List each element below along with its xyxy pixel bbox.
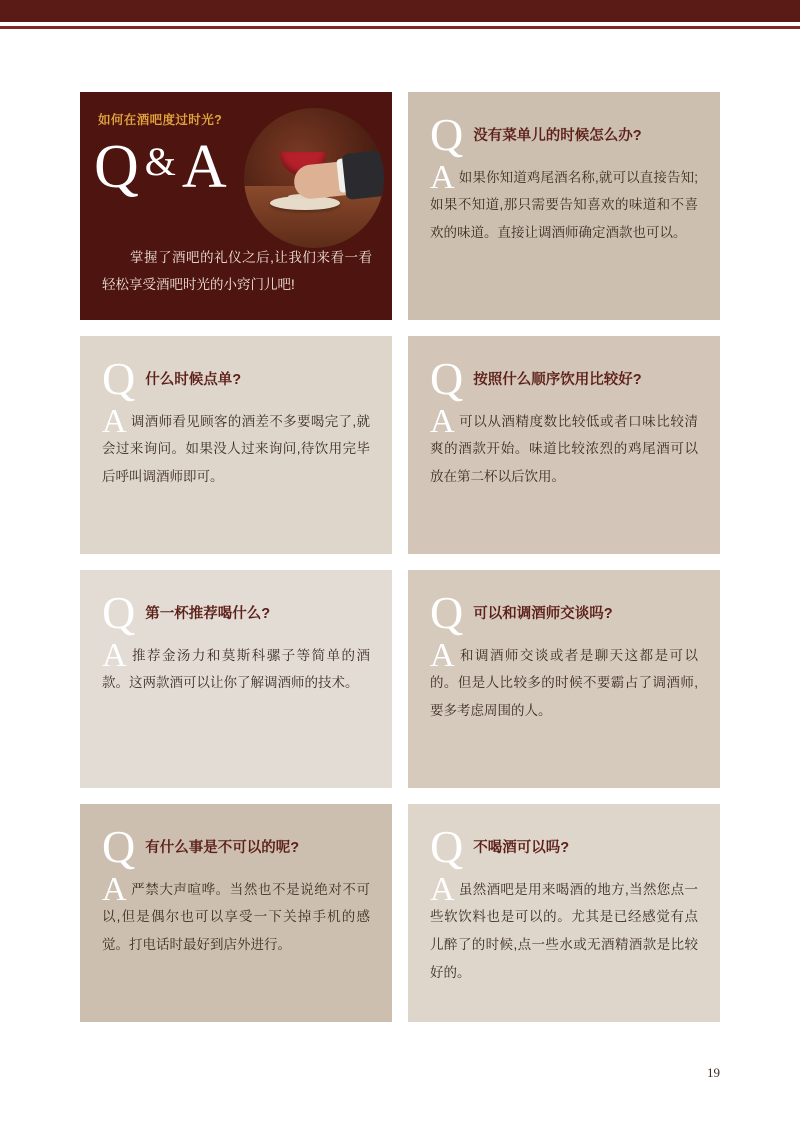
q-mark-icon: Q: [102, 587, 136, 638]
q-mark-icon: Q: [430, 109, 464, 160]
a-mark-icon: A: [430, 158, 455, 196]
q-mark-icon: Q: [102, 353, 136, 404]
a-mark-icon: A: [430, 870, 455, 908]
answer-text: 调酒师看见顾客的酒差不多要喝完了,就会过来询问。如果没人过来询问,待饮用完毕后呼叫调酒师即可。: [102, 413, 370, 485]
question-row: [102, 353, 370, 404]
hero-kicker: 如何在酒吧度过时光?: [98, 113, 223, 127]
q-mark-icon: Q: [430, 821, 464, 872]
answer-block: [430, 870, 698, 987]
qa-card-4: [80, 570, 392, 788]
qa-card-2: [80, 336, 392, 554]
question-text: 按照什么顺序饮用比较好?: [473, 372, 642, 388]
question-row: [430, 109, 698, 160]
question-row: [430, 587, 698, 638]
page-number: 19: [707, 1065, 720, 1080]
qa-grid: [80, 92, 720, 1022]
header-bar: [0, 0, 800, 22]
answer-block: [430, 402, 698, 491]
photo-suit-sleeve: [342, 150, 384, 200]
a-mark-icon: A: [102, 636, 127, 674]
a-mark-icon: A: [430, 636, 455, 674]
question-row: [102, 821, 370, 872]
question-row: [430, 353, 698, 404]
answer-text: 推荐金汤力和莫斯科骡子等简单的酒款。这两款酒可以让你了解调酒师的技术。: [102, 647, 370, 691]
question-text: 没有菜单儿的时候怎么办?: [473, 128, 642, 144]
a-mark-icon: A: [102, 870, 127, 908]
question-row: [102, 587, 370, 638]
cocktail-photo: [244, 108, 384, 248]
a-mark-icon: A: [102, 402, 127, 440]
qa-card-5: [408, 570, 720, 788]
hero-q-letter: Q: [94, 133, 141, 201]
q-mark-icon: Q: [430, 587, 464, 638]
question-text: 不喝酒可以吗?: [473, 840, 570, 856]
hero-intro-text: 掌握了酒吧的礼仪之后,让我们来看一看轻松享受酒吧时光的小窍门儿吧!: [102, 250, 372, 292]
hero-title: [94, 133, 229, 201]
question-text: 什么时候点单?: [145, 372, 242, 388]
answer-block: [430, 158, 698, 247]
answer-block: [102, 870, 370, 959]
qa-card-3: [408, 336, 720, 554]
answer-block: [102, 402, 370, 491]
answer-text: 严禁大声喧哗。当然也不是说绝对不可以,但是偶尔也可以享受一下关掉手机的感觉。打电话时最好到店外进行。: [102, 881, 370, 953]
qa-card-6: [80, 804, 392, 1022]
answer-block: [102, 636, 370, 697]
hero-a-letter: A: [181, 133, 229, 201]
header-rule: [0, 26, 800, 29]
question-text: 有什么事是不可以的呢?: [145, 840, 300, 856]
q-mark-icon: Q: [430, 353, 464, 404]
answer-text: 虽然酒吧是用来喝酒的地方,当然您点一些软饮料也是可以的。尤其是已经感觉有点儿醉了的时候,点一些水或无酒精酒款是比较好的。: [430, 881, 698, 980]
hero-ampersand: &: [144, 139, 178, 184]
q-mark-icon: Q: [102, 821, 136, 872]
a-mark-icon: A: [430, 402, 455, 440]
question-row: [430, 821, 698, 872]
question-text: 可以和调酒师交谈吗?: [473, 606, 613, 622]
answer-block: [430, 636, 698, 725]
qa-card-7: [408, 804, 720, 1022]
qa-card-1: [408, 92, 720, 320]
question-text: 第一杯推荐喝什么?: [145, 606, 271, 622]
answer-text: 和调酒师交谈或者是聊天这都是可以的。但是人比较多的时候不要霸占了调酒师,要多考虑周围的人。: [430, 647, 698, 719]
answer-text: 如果你知道鸡尾酒名称,就可以直接告知;如果不知道,那只需要告知喜欢的味道和不喜欢的味道。直接让调酒师确定酒款也可以。: [430, 169, 698, 241]
hero-card: [80, 92, 392, 320]
answer-text: 可以从酒精度数比较低或者口味比较清爽的酒款开始。味道比较浓烈的鸡尾酒可以放在第二杯以后饮用。: [430, 413, 698, 485]
